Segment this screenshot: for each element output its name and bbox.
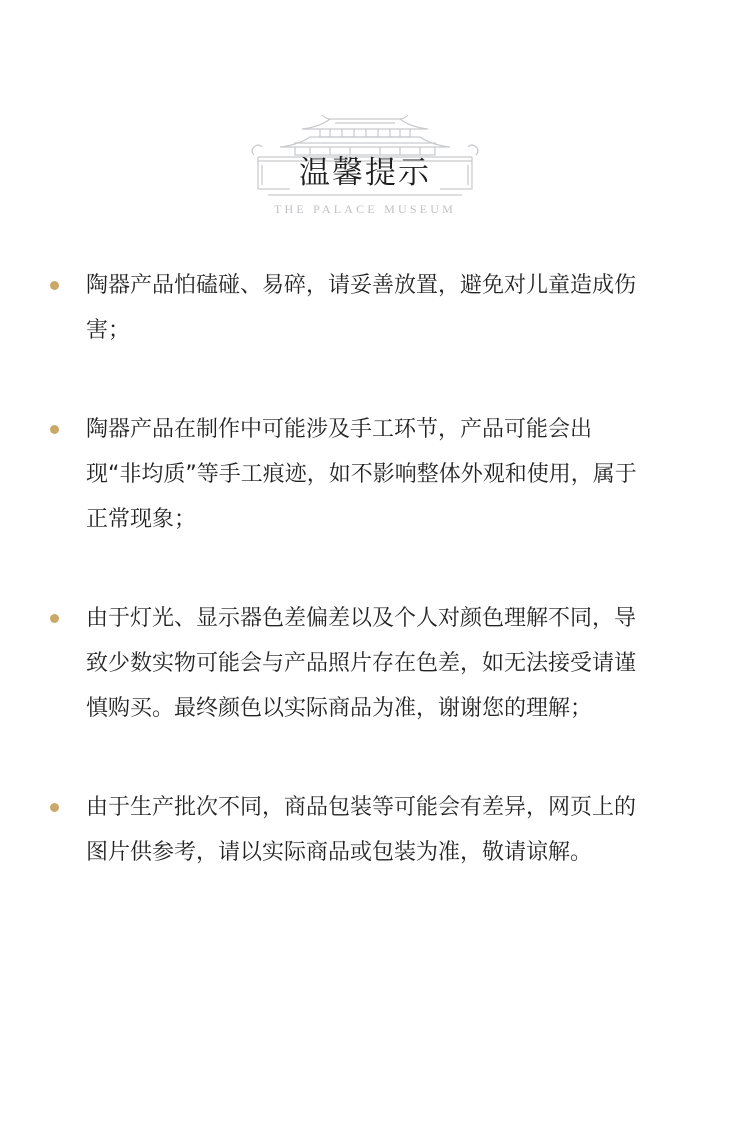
note-text: 由于灯光、显示器色差偏差以及个人对颜色理解不同，导致少数实物可能会与产品照片存在色差，如无法接受请谨慎购买。最终颜色以实际商品为准，谢谢您的理解； (86, 606, 637, 721)
note-text: 由于生产批次不同，商品包装等可能会有差异，网页上的图片供参考，请以实际商品或包装为准，敬请谅解。 (86, 795, 637, 865)
list-item (0, 263, 646, 353)
note-text: 陶器产品怕磕碰、易碎，请妥善放置，避免对儿童造成伤害； (86, 273, 637, 343)
bullet-dot-icon (50, 803, 59, 812)
page-subtitle: THE PALACE MUSEUM (274, 202, 456, 216)
list-item (0, 785, 646, 875)
list-item (0, 596, 646, 731)
notes-list (0, 263, 730, 929)
bullet-dot-icon (50, 614, 59, 623)
bullet-dot-icon (50, 425, 59, 434)
list-item (0, 407, 646, 542)
page-title: 温馨提示 (299, 155, 431, 191)
note-text: 陶器产品在制作中可能涉及手工环节，产品可能会出现“非均质”等手工痕迹，如不影响整体外观和使用，属于正常现象； (86, 417, 637, 532)
bullet-dot-icon (50, 281, 59, 290)
header-section (0, 105, 730, 225)
